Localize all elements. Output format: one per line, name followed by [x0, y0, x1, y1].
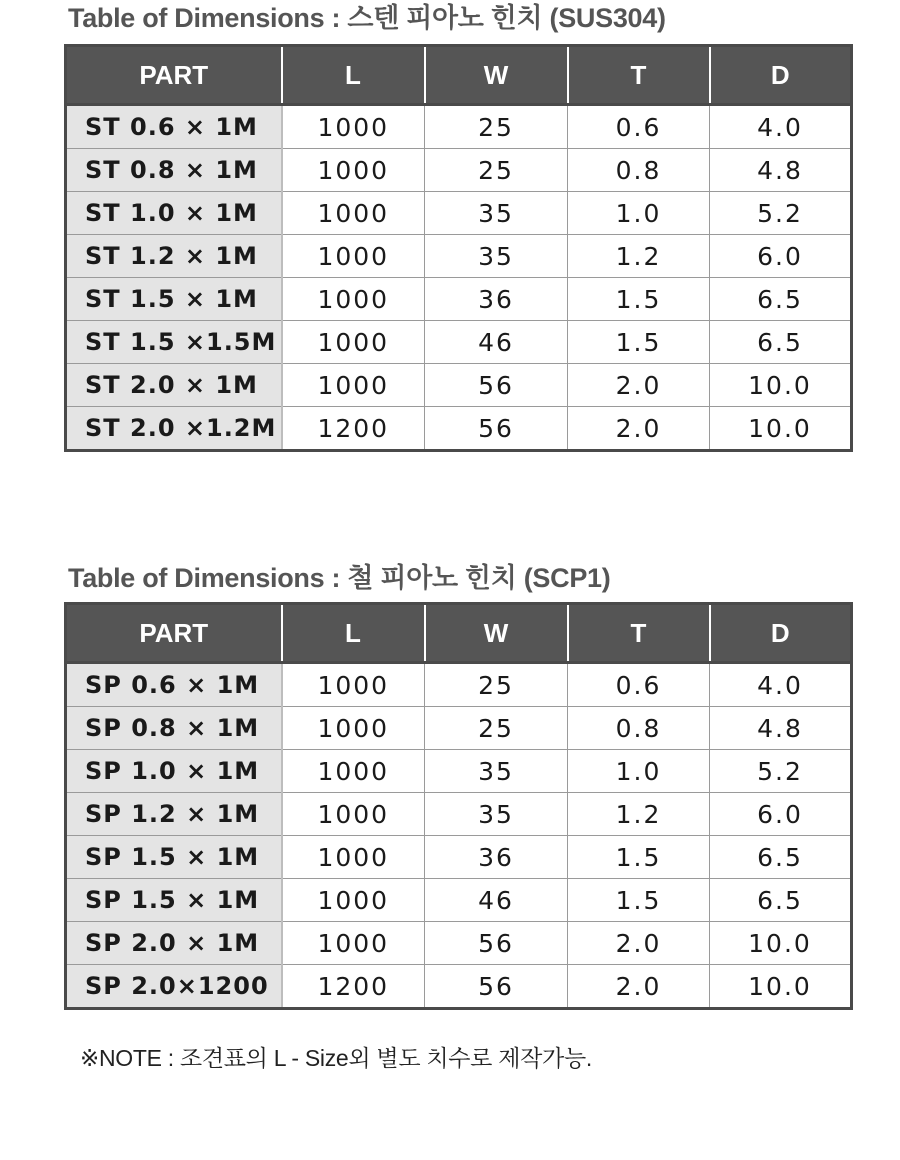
header-row	[66, 46, 852, 105]
cell-t: 1.2	[568, 793, 710, 836]
sus304-table-title: Table of Dimensions : 스텐 피아노 힌치 (SUS304)	[68, 3, 666, 33]
cell-l: 1000	[282, 149, 425, 192]
cell-d: 4.0	[710, 105, 852, 149]
cell-t: 1.5	[568, 836, 710, 879]
cell-d: 6.5	[710, 278, 852, 321]
cell-w: 56	[425, 922, 568, 965]
cell-l: 1200	[282, 407, 425, 451]
header-l: L	[282, 46, 425, 105]
cell-part: SP 1.2 × 1M	[66, 793, 282, 836]
table-row	[66, 836, 852, 879]
table-row	[66, 278, 852, 321]
cell-t: 2.0	[568, 965, 710, 1009]
cell-t: 0.8	[568, 707, 710, 750]
cell-part: SP 1.0 × 1M	[66, 750, 282, 793]
cell-d: 4.8	[710, 149, 852, 192]
table-row	[66, 149, 852, 192]
cell-part: ST 0.6 × 1M	[66, 105, 282, 149]
sus304-dimensions-table	[64, 44, 853, 452]
sus304-table-body	[66, 105, 852, 451]
cell-d: 4.8	[710, 707, 852, 750]
table-row	[66, 793, 852, 836]
table-row	[66, 663, 852, 707]
table-row	[66, 105, 852, 149]
cell-w: 36	[425, 278, 568, 321]
cell-part: SP 0.8 × 1M	[66, 707, 282, 750]
table-row	[66, 707, 852, 750]
cell-part: SP 2.0×1200	[66, 965, 282, 1009]
cell-l: 1000	[282, 707, 425, 750]
table-row	[66, 192, 852, 235]
cell-d: 10.0	[710, 364, 852, 407]
cell-w: 56	[425, 965, 568, 1009]
scp1-dimensions-table	[64, 602, 853, 1010]
cell-t: 2.0	[568, 407, 710, 451]
header-w: W	[425, 46, 568, 105]
cell-w: 25	[425, 707, 568, 750]
cell-t: 0.6	[568, 663, 710, 707]
cell-w: 25	[425, 149, 568, 192]
header-t: T	[568, 46, 710, 105]
cell-l: 1000	[282, 836, 425, 879]
cell-part: SP 2.0 × 1M	[66, 922, 282, 965]
cell-l: 1000	[282, 879, 425, 922]
header-l: L	[282, 604, 425, 663]
cell-l: 1000	[282, 278, 425, 321]
header-part: PART	[66, 46, 282, 105]
cell-d: 5.2	[710, 192, 852, 235]
header-d: D	[710, 604, 852, 663]
table-row	[66, 364, 852, 407]
cell-d: 10.0	[710, 922, 852, 965]
cell-d: 4.0	[710, 663, 852, 707]
cell-l: 1000	[282, 235, 425, 278]
cell-part: ST 1.0 × 1M	[66, 192, 282, 235]
cell-w: 25	[425, 663, 568, 707]
cell-part: SP 1.5 × 1M	[66, 879, 282, 922]
cell-l: 1000	[282, 922, 425, 965]
cell-part: ST 1.2 × 1M	[66, 235, 282, 278]
cell-d: 6.5	[710, 879, 852, 922]
cell-d: 6.0	[710, 235, 852, 278]
scp1-table-body	[66, 663, 852, 1009]
cell-part: ST 2.0 ×1.2M	[66, 407, 282, 451]
cell-w: 46	[425, 879, 568, 922]
cell-l: 1000	[282, 105, 425, 149]
table-row	[66, 321, 852, 364]
cell-w: 35	[425, 235, 568, 278]
table-row	[66, 879, 852, 922]
header-w: W	[425, 604, 568, 663]
cell-l: 1000	[282, 321, 425, 364]
table-row	[66, 922, 852, 965]
cell-w: 46	[425, 321, 568, 364]
cell-d: 6.5	[710, 321, 852, 364]
header-t: T	[568, 604, 710, 663]
cell-l: 1000	[282, 192, 425, 235]
cell-l: 1000	[282, 793, 425, 836]
cell-d: 10.0	[748, 971, 812, 1001]
header-d: D	[710, 46, 852, 105]
cell-t: 0.6	[568, 105, 710, 149]
header-part: PART	[66, 604, 282, 663]
cell-w: 56	[425, 407, 568, 451]
cell-l: 1000	[282, 750, 425, 793]
cell-part: SP 0.6 × 1M	[66, 663, 282, 707]
size-note: ※NOTE : 조견표의 L - Size외 별도 치수로 제작가능.	[80, 1045, 592, 1071]
cell-w: 56	[425, 364, 568, 407]
table-row	[66, 965, 852, 1009]
cell-t: 2.0	[568, 364, 710, 407]
cell-w: 35	[425, 750, 568, 793]
cell-part: ST 1.5 ×1.5M	[66, 321, 282, 364]
scp1-table-title: Table of Dimensions : 철 피아노 힌치 (SCP1)	[68, 563, 611, 593]
cell-t: 1.0	[568, 192, 710, 235]
header-row	[66, 604, 852, 663]
cell-w: 25	[425, 105, 568, 149]
cell-t: 1.5	[568, 879, 710, 922]
cell-part: ST 1.5 × 1M	[66, 278, 282, 321]
cell-w: 35	[425, 192, 568, 235]
cell-d: 5.2	[710, 750, 852, 793]
cell-part: ST 0.8 × 1M	[66, 149, 282, 192]
cell-l: 1000	[282, 663, 425, 707]
cell-t: 1.5	[568, 278, 710, 321]
cell-t: 1.2	[568, 235, 710, 278]
cell-w: 35	[425, 793, 568, 836]
cell-w: 36	[425, 836, 568, 879]
cell-d: 6.5	[710, 836, 852, 879]
cell-d: 10.0	[748, 413, 812, 443]
table-row	[66, 750, 852, 793]
cell-d: 6.0	[710, 793, 852, 836]
cell-t: 1.5	[568, 321, 710, 364]
cell-t: 2.0	[568, 922, 710, 965]
cell-part: SP 1.5 × 1M	[66, 836, 282, 879]
cell-part: ST 2.0 × 1M	[66, 364, 282, 407]
cell-l: 1000	[282, 364, 425, 407]
cell-l: 1200	[282, 965, 425, 1009]
cell-t: 1.0	[568, 750, 710, 793]
cell-t: 0.8	[568, 149, 710, 192]
table-row	[66, 407, 852, 451]
table-row	[66, 235, 852, 278]
